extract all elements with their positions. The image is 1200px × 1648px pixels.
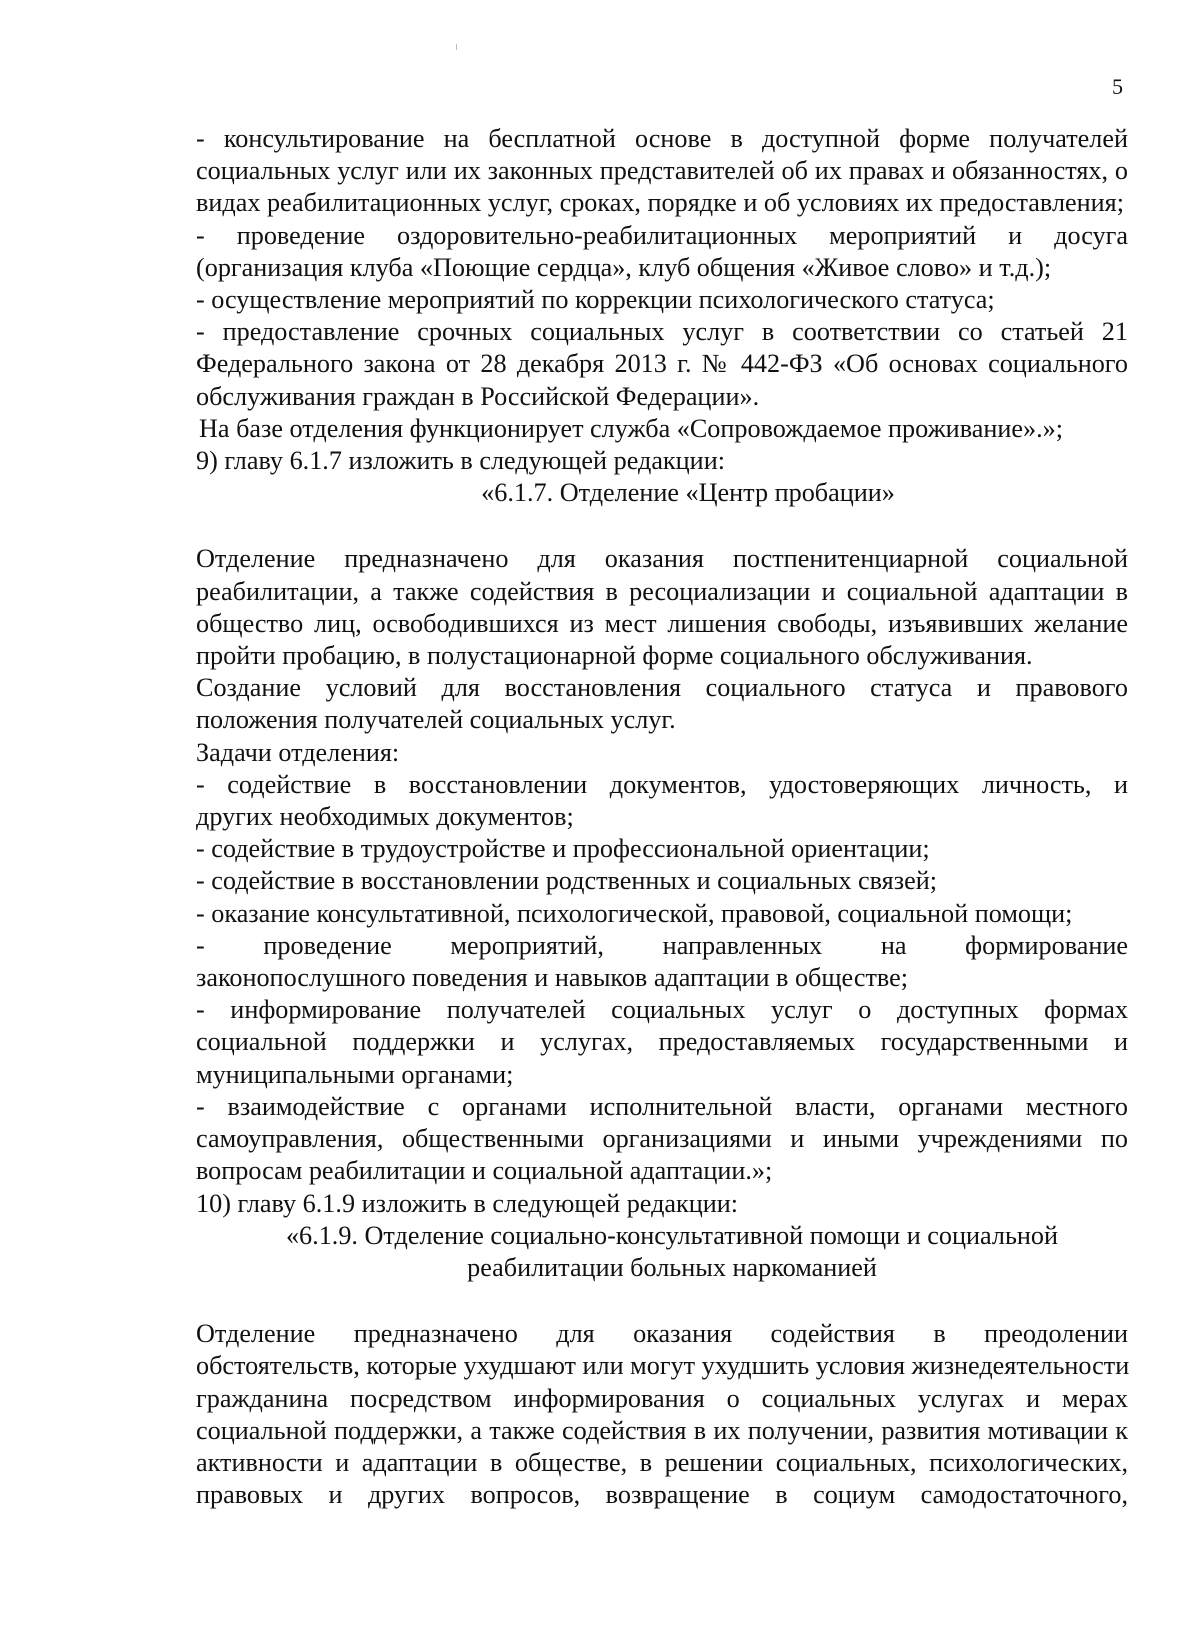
- text-line: - предоставление срочных социальных услуг в соответствии со статьей 21: [196, 317, 1128, 347]
- text-line: социальных услуг или их законных представителей об их правах и обязанностях, о: [196, 156, 1128, 186]
- text-line: - содействие в трудоустройстве и профессиональной ориентации;: [196, 834, 930, 864]
- text-line: гражданина посредством информирования о социальных услугах и мерах: [196, 1383, 1128, 1413]
- paragraph-617-task-family: [128, 865, 1128, 897]
- blank-line: [128, 1284, 1128, 1318]
- paragraph-617-conditions: [128, 672, 1128, 736]
- blank-line: [128, 509, 1128, 543]
- text-line: 9) главу 6.1.7 изложить в следующей редакции:: [196, 446, 725, 476]
- text-line: (организация клуба «Поющие сердца», клуб общения «Живое слово» и т.д.);: [196, 252, 1052, 282]
- paragraph-health-activities: [128, 220, 1128, 284]
- text-line: общество лиц, освободившихся из мест лишения свободы, изъявивших желание: [196, 608, 1128, 638]
- text-line: - консультирование на бесплатной основе в доступной форме получателей: [196, 124, 1128, 153]
- text-line: - содействие в восстановлении родственных и социальных связей;: [196, 866, 937, 896]
- paragraph-617-task-documents: [128, 769, 1128, 833]
- paragraph-amend-617: [128, 445, 1128, 477]
- text-line: вопросам реабилитации и социальной адаптации.»;: [196, 1156, 773, 1186]
- text-line: - оказание консультативной, психологической, правовой, социальной помощи;: [196, 898, 1073, 928]
- text-line: На базе отделения функционирует служба «Сопровождаемое проживание».»;: [199, 413, 1064, 443]
- text-line: Создание условий для восстановления социального статуса и правового: [196, 673, 1128, 703]
- paragraph-617-task-informing: [128, 994, 1128, 1091]
- scan-artifact: [456, 44, 457, 50]
- heading-line: «6.1.9. Отделение социально-консультативной помощи и социальной: [285, 1220, 1059, 1250]
- text-line: - проведение мероприятий, направленных на формирование: [196, 930, 1128, 960]
- text-line: муниципальными органами;: [196, 1059, 514, 1089]
- paragraph-urgent-services: [128, 316, 1128, 413]
- paragraph-supported-living: [128, 413, 1128, 445]
- text-line: Отделение предназначено для оказания постпенитенциарной социальной: [196, 544, 1128, 574]
- text-line: пройти пробацию, в полустационарной форме социального обслуживания.: [196, 641, 1033, 671]
- text-line: 10) главу 6.1.9 изложить в следующей редакции:: [196, 1188, 739, 1218]
- text-line: социальной поддержки, а также содействия в их получении, развития мотивации к: [196, 1415, 1128, 1445]
- text-line: - проведение оздоровительно-реабилитационных мероприятий и досуга: [196, 220, 1128, 250]
- paragraph-617-task-interaction: [128, 1091, 1128, 1188]
- paragraph-617-task-help: [128, 898, 1128, 930]
- paragraph-consulting: [128, 123, 1128, 220]
- text-line: обстоятельств, которые ухудшают или могут ухудшить условия жизнедеятельности: [196, 1351, 1130, 1381]
- text-line: законопослушного поведения и навыков адаптации в обществе;: [196, 963, 908, 993]
- text-line: - содействие в восстановлении документов, удостоверяющих личность, и: [196, 769, 1128, 799]
- section-heading-619: [128, 1220, 1128, 1284]
- paragraph-619-purpose: [128, 1318, 1128, 1511]
- page-number: 5: [1112, 74, 1123, 99]
- text-line: активности и адаптации в обществе, в решении социальных, психологических,: [196, 1447, 1128, 1477]
- text-line: Федерального закона от 28 декабря 2013 г. № 442-ФЗ «Об основах социального: [196, 349, 1128, 379]
- text-line: реабилитации, а также содействия в ресоциализации и социальной адаптации в: [196, 576, 1128, 606]
- text-line: Задачи отделения:: [196, 737, 400, 767]
- document-body: [128, 123, 1128, 1511]
- text-line: - информирование получателей социальных услуг о доступных формах: [196, 995, 1128, 1025]
- paragraph-617-task-behavior: [128, 930, 1128, 994]
- paragraph-617-purpose: [128, 543, 1128, 672]
- heading-line: реабилитации больных наркоманией: [467, 1252, 877, 1282]
- text-line: других необходимых документов;: [196, 802, 574, 832]
- text-line: - осуществление мероприятий по коррекции психологического статуса;: [196, 285, 995, 315]
- text-line: правовых и других вопросов, возвращение в социум самодостаточного,: [196, 1480, 1128, 1510]
- paragraph-amend-619: [128, 1188, 1128, 1220]
- text-line: положения получателей социальных услуг.: [196, 705, 676, 735]
- paragraph-617-task-employment: [128, 833, 1128, 865]
- text-line: социальной поддержки и услугах, предоставляемых государственными и: [196, 1027, 1128, 1057]
- text-line: - взаимодействие с органами исполнительной власти, органами местного: [196, 1091, 1128, 1121]
- text-line: самоуправления, общественными организациями и иными учреждениями по: [196, 1124, 1128, 1154]
- text-line: видах реабилитационных услуг, сроках, порядке и об условиях их предоставления;: [196, 188, 1124, 218]
- text-line: обслуживания граждан в Российской Федерации».: [196, 381, 760, 411]
- paragraph-psych-correction: [128, 284, 1128, 316]
- section-heading-617: «6.1.7. Отделение «Центр пробации»: [481, 478, 895, 508]
- paragraph-617-tasks-title: [128, 737, 1128, 769]
- text-line: Отделение предназначено для оказания содействия в преодолении: [196, 1319, 1128, 1349]
